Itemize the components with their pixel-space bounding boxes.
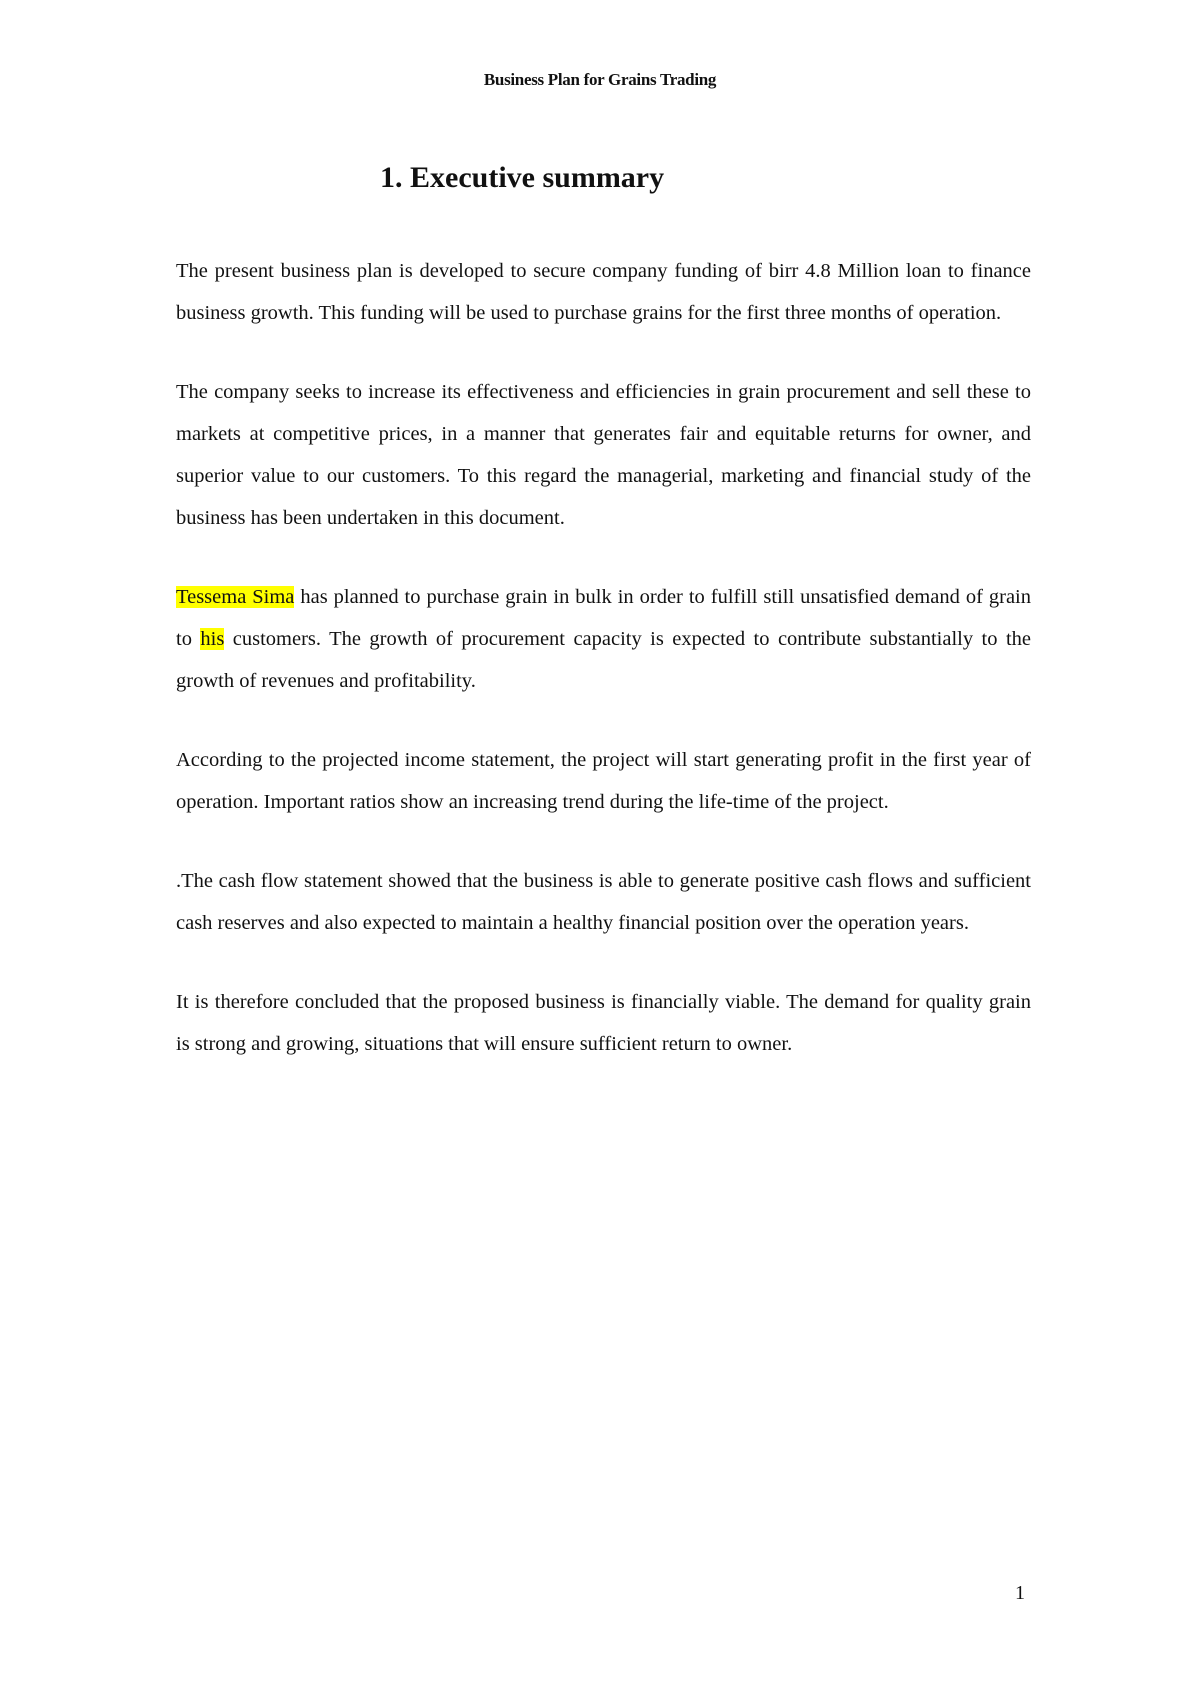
paragraph-funding: The present business plan is developed to secure company funding of birr 4.8 Million loan to finance business growth. This funding will be used to purchase grains for the first three months of operation. (176, 260, 1031, 324)
highlighted-pronoun: his (200, 628, 225, 650)
paragraph-conclusion: It is therefore concluded that the proposed business is financially viable. The demand for quality grain is strong and growing, situations that will ensure sufficient return to owner. (176, 991, 1031, 1055)
section-title: 1. Executive summary (380, 161, 665, 194)
highlighted-owner-name: Tessema Sima (176, 586, 295, 608)
paragraph-owner-plan (176, 576, 1031, 702)
running-header: Business Plan for Grains Trading (483, 70, 717, 89)
paragraph-objectives: The company seeks to increase its effectiveness and efficiencies in grain procurement and sell these to markets at competitive prices, in a manner that generates fair and equitable returns for owner, and superior value to our customers. To this regard the managerial, marketing and financial study of the business has been undertaken in this document. (176, 381, 1031, 529)
page-number: 1 (1015, 1582, 1025, 1604)
paragraph-owner-plan-text-b: customers. The growth of procurement capacity is expected to contribute substantially to the growth of revenues and profitability. (176, 628, 1031, 692)
paragraph-cash-flow: .The cash flow statement showed that the business is able to generate positive cash flows and sufficient cash reserves and also expected to maintain a healthy financial position over the operation years. (176, 870, 1031, 934)
document-body (176, 250, 1031, 1102)
paragraph-owner-plan-text-a: has planned to purchase grain in bulk in order to fulfill still unsatisfied demand of grain to (176, 586, 1031, 650)
paragraph-income-statement: According to the projected income statement, the project will start generating profit in the first year of operation. Important ratios show an increasing trend during the life-time of the project. (176, 749, 1031, 813)
